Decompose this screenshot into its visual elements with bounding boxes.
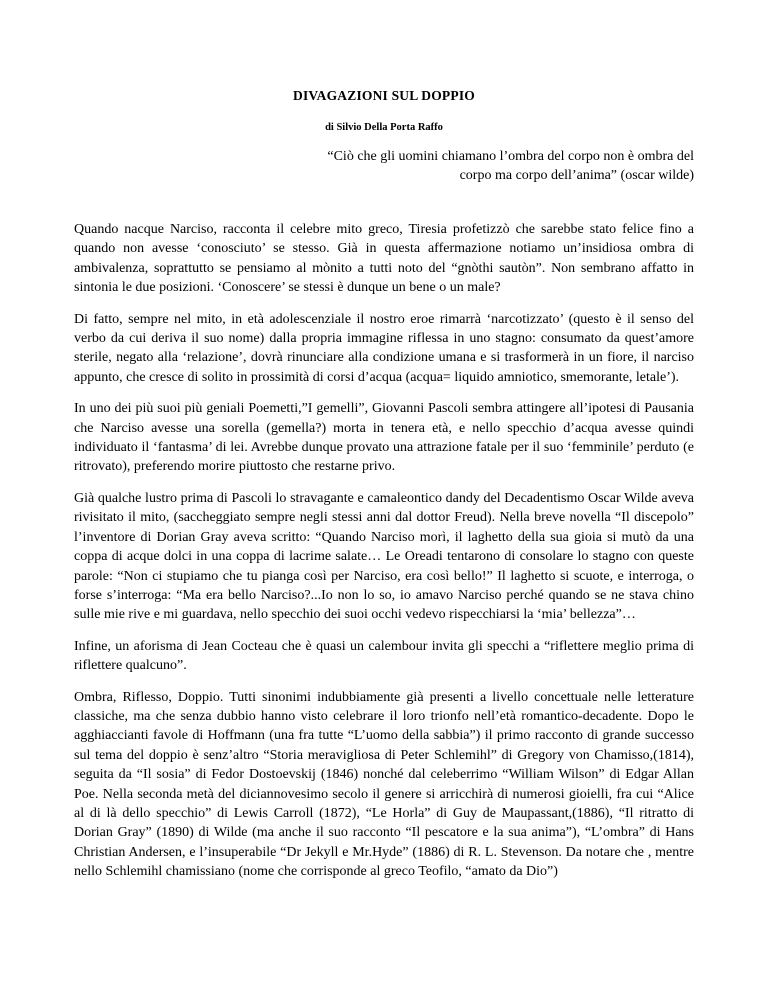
paragraph: Già qualche lustro prima di Pascoli lo stravagante e camaleontico dandy del Decadentismo Oscar Wilde aveva rivisitato il mito, (saccheggiato sempre negli stessi anni dal dottor Freud). Nella breve novella “Il discepolo” l’inventore di Dorian Gray aveva scritto: “Quando Narciso morì, il laghetto della sua gioia si mutò da una coppa di acque dolci in una coppa di lacrime salate… Le Oreadi tentarono di consolare lo stagno con queste parole: “Non ci stupiamo che tu pianga così per Narciso, era così bello!” Il laghetto si scuote, e interroga, o forse s’interroga: “Ma era bello Narciso?...Io non lo so, io amavo Narciso perché quando se ne stava chino sulle mie rive e mi guardava, nello specchio dei suoi occhi vedevo rispecchiarsi la ‘mia’ bellezza”… [74,490,694,623]
paragraph: Quando nacque Narciso, racconta il celebre mito greco, Tiresia profetizzò che sarebbe stato felice fino a quando non avesse ‘conosciuto’ se stesso. Già in questa affermazione notiamo un’insidiosa ombra di ambivalenza, soprattutto se pensiamo al mònito a tutti noto del “gnòthi sautòn”. Non sembrano affatto in sintonia le due posizioni. ‘Conoscere’ se stessi è dunque un bene o un male? [74,222,694,296]
paragraph: Ombra, Riflesso, Doppio. Tutti sinonimi indubbiamente già presenti a livello concettuale nelle letterature classiche, ma che senza dubbio hanno visto celebrare il loro trionfo nell’età romantico-decadente. Dopo le agghiaccianti favole di Hoffmann (una fra tutte “L’uomo della sabbia”) il primo racconto di grande successo sul tema del doppio è senz’altro “Storia meravigliosa di Peter Schlemihl” di Gregory von Chamisso,(1814), seguita da “Il sosia” di Fedor Dostoevskij (1846) nonché dal celeberrimo “William Wilson” di Edgar Allan Poe. Nella seconda metà del diciannovesimo secolo il genere si arricchirà di numerosi gioielli, fra cui “Alice al di là dello specchio” di Lewis Carroll (1872), “Le Horla” di Guy de Maupassant,(1886), “Il ritratto di Dorian Gray” (1890) di Wilde (ma anche il suo racconto “Il pescatore e la sua anima”), “L’ombra” di Hans Christian Andersen, e l’insuperabile “Dr Jekyll e Mr.Hyde” (1886) di R. L. Stevenson. Da notare che , mentre nello Schlemihl chamissiano (nome che corrisponde al greco Teofilo, “amato da Dio”) [74,689,694,880]
paragraph: Di fatto, sempre nel mito, in età adolescenziale il nostro eroe rimarrà ‘narcotizzato’ (questo è il senso del verbo da cui deriva il suo nome) dalla propria immagine riflessa in uno stagno: consumato da quest’amore sterile, negato alla ‘relazione’, dovrà rinunciare alla condizione umana e si trasformerà in un fiore, il narciso appunto, che cresce di solito in prossimità di corsi d’acqua (acqua= liquido amniotico, smemorante, letale’). [74,311,694,385]
paragraph: Infine, un aforisma di Jean Cocteau che è quasi un calembour invita gli specchi a “riflettere meglio prima di riflettere qualcuno”. [74,638,694,674]
document-author: di Silvio Della Porta Raffo [325,122,443,133]
document-title: DIVAGAZIONI SUL DOPPIO [293,88,475,103]
epigraph-quote: “Ciò che gli uomini chiamano l’ombra del corpo non è ombra del corpo ma corpo dell’anima” (oscar wilde) [327,149,694,183]
document-body [74,220,694,894]
paragraph: In uno dei più suoi più geniali Poemetti,”I gemelli”, Giovanni Pascoli sembra attingere all’ipotesi di Pausania che Narciso avesse una sorella (gemella?) morta in tenera età, e nello specchio d’acqua avesse quindi individuato il ‘fantasma’ di lei. Avrebbe dunque provato una attrazione fatale per il suo ‘femminile’ perduto (e ritrovato), preferendo morire piuttosto che restarne privo. [74,401,694,475]
